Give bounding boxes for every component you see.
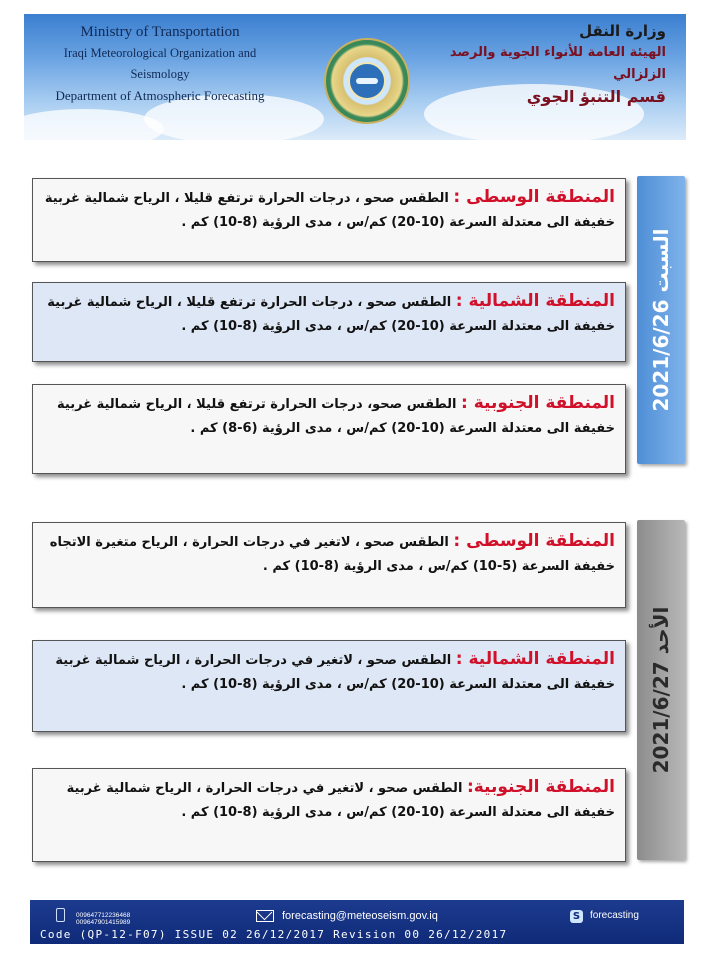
forecast-box-central-day1: [32, 178, 626, 262]
phone-numbers: [76, 912, 130, 926]
forecast-box-southern-day1: [32, 384, 626, 474]
document-code: Code (QP-12-F07) ISSUE 02 26/12/2017 Revision 00 26/12/2017: [40, 928, 508, 941]
region-name: المنطقة الجنوبية:: [466, 777, 615, 797]
forecast-text: الطقس صحو ، لاتغير في درجات الحرارة ، الرياح شمالية غربية خفيفة الى معتدلة السرعة (10-20) كم/س ، مدى الرؤية (8-10) كم .: [66, 781, 615, 820]
forecast-box-northern-day2: [32, 640, 626, 732]
ministry-name-en: Ministry of Transportation: [80, 24, 240, 40]
organization-name-en: Iraqi Meteorological Organization and Seismology: [63, 46, 257, 81]
phone-number: 009647901415989: [76, 919, 131, 926]
region-name: المنطقة الجنوبية :: [461, 393, 615, 413]
skype-icon: S: [570, 910, 583, 923]
day-label-text: الأحد 2021/6/27: [649, 606, 673, 774]
header-banner: [24, 14, 686, 140]
day-label-text: السبت 2021/6/26: [649, 228, 673, 412]
region-name: المنطقة الوسطى :: [453, 187, 615, 207]
organization-name-ar: الهيئة العامة للأنواء الجوية والرصد الزلزالي: [449, 45, 666, 82]
day-label-saturday: [637, 176, 685, 464]
forecast-text: الطقس صحو ، لاتغير في درجات الحرارة ، الرياح شمالية غربية خفيفة الى معتدلة السرعة (10-20) كم/س ، مدى الرؤية (8-10) كم .: [55, 653, 615, 692]
mail-icon: [256, 910, 274, 922]
forecast-text: الطقس صحو، درجات الحرارة ترتفع قليلا ، الرياح شمالية غربية خفيفة الى معتدلة السرعة (10-20) كم/س ، مدى الرؤية (6-8) كم .: [57, 397, 615, 436]
forecast-box-central-day2: [32, 522, 626, 608]
forecast-box-southern-day2: [32, 768, 626, 862]
region-name: المنطقة الشمالية :: [455, 649, 615, 669]
region-name: المنطقة الوسطى :: [453, 531, 615, 551]
forecast-text: الطقس صحو ، درجات الحرارة ترتفع قليلا ، الرياح شمالية غربية خفيفة الى معتدلة السرعة (10-20) كم/س ، مدى الرؤية (8-10) كم .: [47, 295, 615, 334]
footer-bar: [30, 900, 684, 944]
region-name: المنطقة الشمالية :: [455, 291, 615, 311]
header-english-block: [40, 22, 280, 106]
ministry-name-ar: وزارة النقل: [579, 22, 666, 40]
forecast-box-northern-day1: [32, 282, 626, 362]
phone-icon: [56, 908, 65, 922]
day-label-sunday: [637, 520, 685, 860]
header-arabic-block: [406, 20, 666, 108]
organization-seal: [324, 38, 410, 124]
contact-email[interactable]: forecasting@meteoseism.gov.iq: [282, 910, 438, 922]
skype-handle[interactable]: forecasting: [590, 910, 639, 921]
forecast-text: الطقس صحو ، درجات الحرارة ترتفع قليلا ، الرياح شمالية غربية خفيفة الى معتدلة السرعة (10-20) كم/س ، مدى الرؤية (8-10) كم .: [44, 191, 615, 230]
forecast-text: الطقس صحو ، لاتغير في درجات الحرارة ، الرياح متغيرة الاتجاه خفيفة السرعة (5-10) كم/س ، مدى الرؤية (8-10) كم .: [49, 535, 615, 574]
phone-number: 009647712236468: [76, 912, 131, 919]
department-name-ar: قسم التنبؤ الجوي: [526, 87, 666, 106]
cloud-decoration: [24, 109, 164, 140]
seal-emblem-icon: [348, 62, 386, 100]
department-name-en: Department of Atmospheric Forecasting: [55, 88, 265, 103]
